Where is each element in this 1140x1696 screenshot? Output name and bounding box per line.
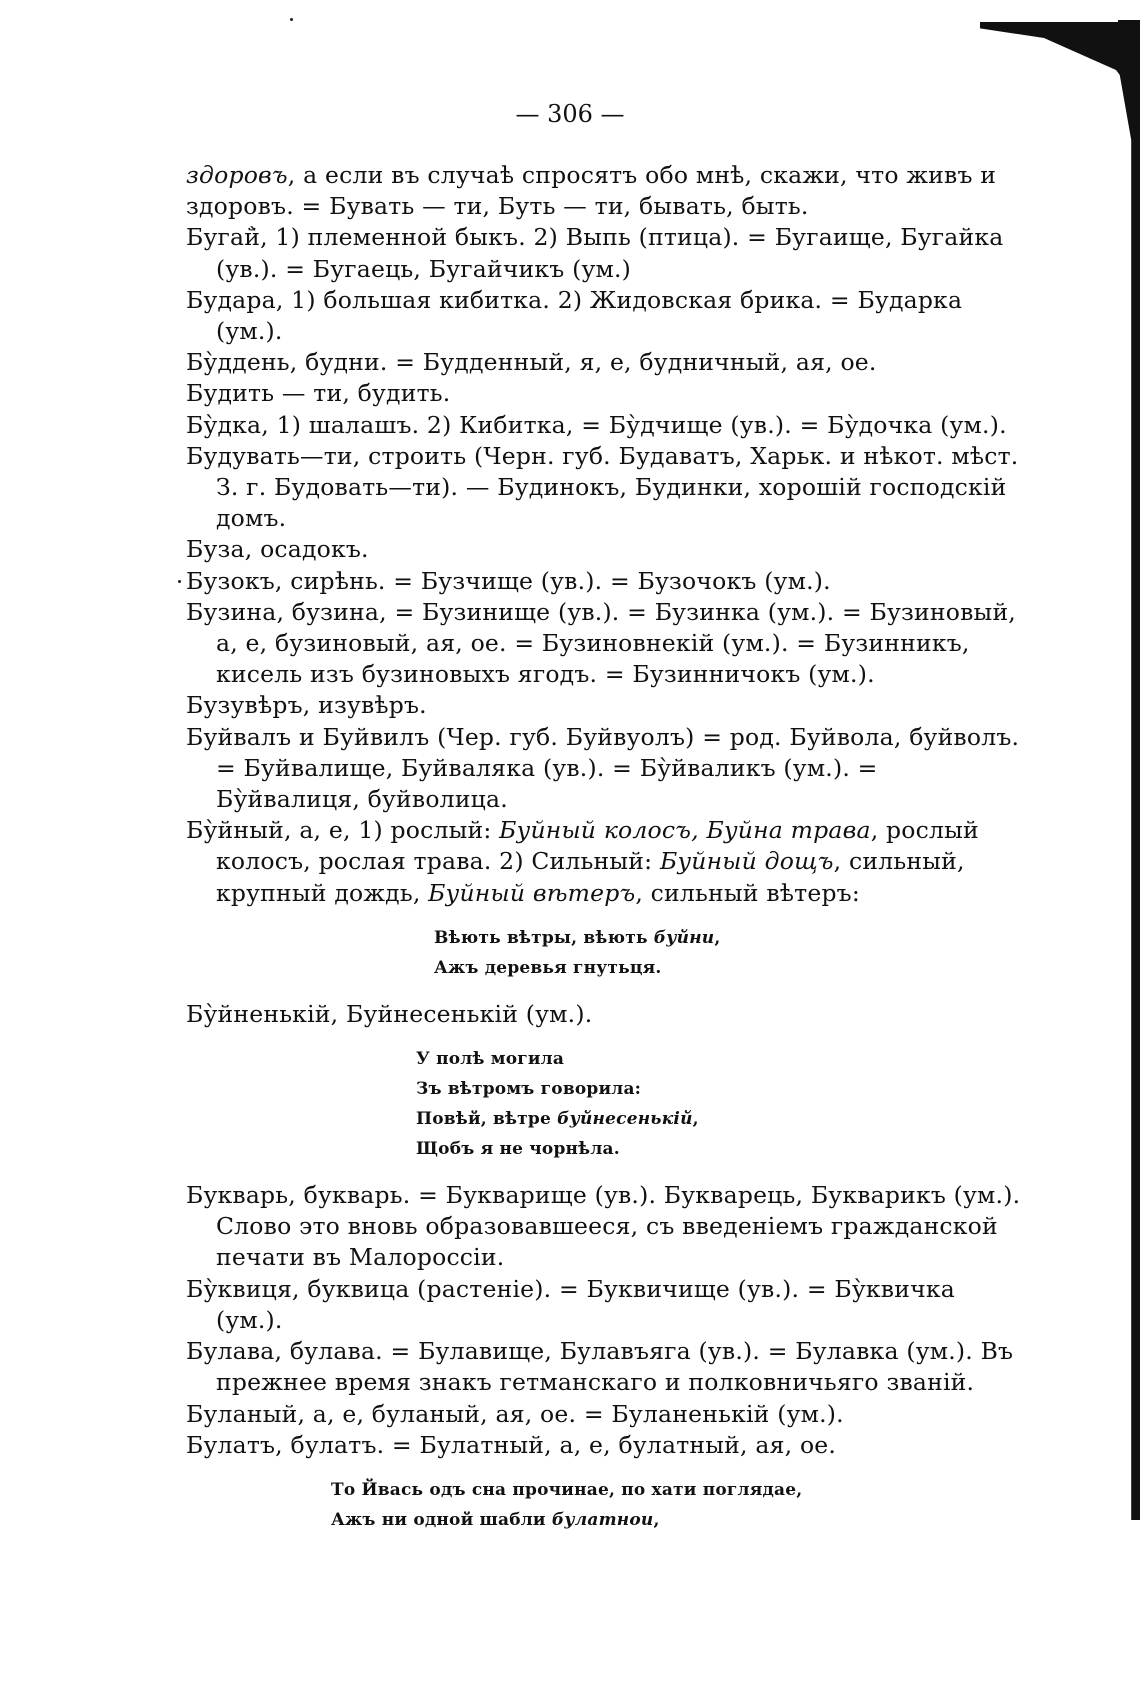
dictionary-entry [186,347,1026,378]
dictionary-entry [186,378,1026,409]
verse-line [416,1044,1026,1074]
verse-line [434,923,1026,953]
italic-example: булатнои [551,1509,654,1530]
text-segment: Буланый, а, е, буланый, ая, ое. = Буланенькій (ум.). [186,1399,844,1428]
verse-line [416,1134,1026,1164]
dictionary-entry [186,566,1026,597]
text-segment: Ажъ ни одной шабли [331,1509,552,1530]
page-number: — 306 — [515,100,625,128]
dictionary-entry [186,1399,1026,1430]
text-segment: У полѣ могила [416,1049,565,1070]
text-segment: Ажъ деревья гнутьця. [434,957,662,978]
text-segment: Бу̀квиця, буквица (растеніе). = Буквичище (ув.). = Бу̀квичка (ум.). [186,1274,955,1334]
italic-example: Буйный вѣтеръ [428,878,636,907]
text-segment: Бу̀ддень, будни. = Будденный, я, е, будничный, ая, ое. [186,348,877,377]
dictionary-entry [186,1180,1026,1274]
text-segment: Бугай̀, 1) племенной быкъ. 2) Выпь (птица). = Бугаище, Бугайка (ув.). = Бугаець, Бугайчикъ (ум.) [186,223,1004,283]
verse-quote [186,1475,1026,1535]
text-segment: Букварь, букварь. = Букварище (ув.). Букварець, Букварикъ (ум.). Слово это вновь образовавшееся, съ введеніемъ гражданской печати въ Малороссіи. [186,1181,1021,1272]
scan-speck [178,580,181,583]
dictionary-entry [186,410,1026,441]
dictionary-entry [186,534,1026,565]
dictionary-entry [186,441,1026,535]
text-segment: Будара, 1) большая кибитка. 2) Жидовская брика. = Бударка (ум.). [186,285,963,346]
dictionary-text [186,160,1026,1551]
text-segment: Бу̀дка, 1) шалашъ. 2) Кибитка, = Бу̀дчище (ув.). = Бу̀дочка (ум.). [186,410,1007,439]
text-segment: Бу̀йненькій, Буйнесенькій (ум.). [186,999,593,1028]
text-segment: Бузувѣръ, изувѣръ. [186,691,427,720]
text-segment: Повѣй, вѣтре [416,1109,558,1130]
verse-quote [186,1044,1026,1164]
text-segment: , сильный, крупный дождь, [216,847,965,907]
text-segment: Буйвалъ и Буйвилъ (Чер. губ. Буйвуолъ) = род. Буйвола, буйволъ. = Буйвалище, Буйваляка (ув.). = Бу̀йваликъ (ум.). = Бу̀йвалиця, буйволица. [186,722,1020,814]
verse-quote [186,923,1026,983]
text-segment: Бузокъ, сирѣнь. = Бузчище (ув.). = Бузочокъ (ум.). [186,566,831,595]
dictionary-entry [186,1274,1026,1336]
verse-line [331,1475,1026,1505]
text-segment: Бузина, бузина, = Бузинище (ув.). = Бузинка (ум.). = Бузиновый, а, е, бузиновый, ая, ое. = Бузиновнекій (ум.). = Бузинникъ, кисель изъ бузиновыхъ ягодъ. = Бузинничокъ (ум.). [186,597,1016,689]
dictionary-entry [186,690,1026,721]
verse-line [434,953,1026,983]
italic-example: здоровъ [186,161,288,189]
dictionary-entry [186,1430,1026,1461]
italic-example: буйни [653,927,715,948]
text-segment: , [714,927,721,948]
text-segment: , рослый колосъ, рослая трава. 2) Сильный: [216,816,979,876]
page-edge-shadow [1118,20,1140,1520]
italic-example: Буйный колосъ, Буйна трава [499,816,871,845]
text-segment: Булатъ, булатъ. = Булатный, а, е, булатный, ая, ое. [186,1430,837,1459]
text-segment: Бу̀йный, а, е, 1) рослый: [186,816,500,845]
text-segment: , а если въ случаѣ спросятъ обо мнѣ, скажи, что живъ и здоровъ. = Бувать — ти, Буть — ти, бывать, быть. [186,161,997,221]
dictionary-entry [186,1336,1026,1398]
verse-line [416,1104,1026,1134]
dictionary-entry [186,815,1026,909]
text-segment: Будить — ти, будить. [186,379,451,408]
text-segment: , [692,1109,699,1130]
text-segment: Щобъ я не чорнѣла. [416,1139,620,1160]
text-segment: Зъ вѣтромъ говорила: [416,1079,642,1100]
text-segment: , сильный вѣтеръ: [635,878,860,907]
dictionary-entry [186,999,1026,1030]
verse-line [331,1505,1026,1535]
text-segment: , [653,1509,660,1530]
scan-speck [290,18,293,21]
text-segment: То Йвась одъ сна прочинае, по хати поглядае, [331,1479,803,1500]
text-segment: Буза, осадокъ. [186,535,369,564]
italic-example: буйнесенькій [557,1109,693,1130]
entry-continuation [186,160,1026,222]
text-segment: Вѣють вѣтры, вѣють [434,927,654,948]
verse-line [416,1074,1026,1104]
text-segment: Будувать—ти, строить (Черн. губ. Будаватъ, Харьк. и нѣкот. мѣст. З. г. Будовать—ти). — Будинокъ, Будинки, хорошій господскій домъ. [186,441,1019,533]
text-segment: Булава, булава. = Булавище, Булавъяга (ув.). = Булавка (ум.). Въ прежнее время знакъ гетманскаго и полковничьяго званій. [186,1337,1014,1397]
dictionary-entry [186,222,1026,284]
dictionary-entry [186,722,1026,816]
page-edge-shadow [980,22,1140,102]
italic-example: Буйный дощъ [659,847,834,876]
dictionary-entry [186,597,1026,691]
dictionary-entry [186,285,1026,347]
